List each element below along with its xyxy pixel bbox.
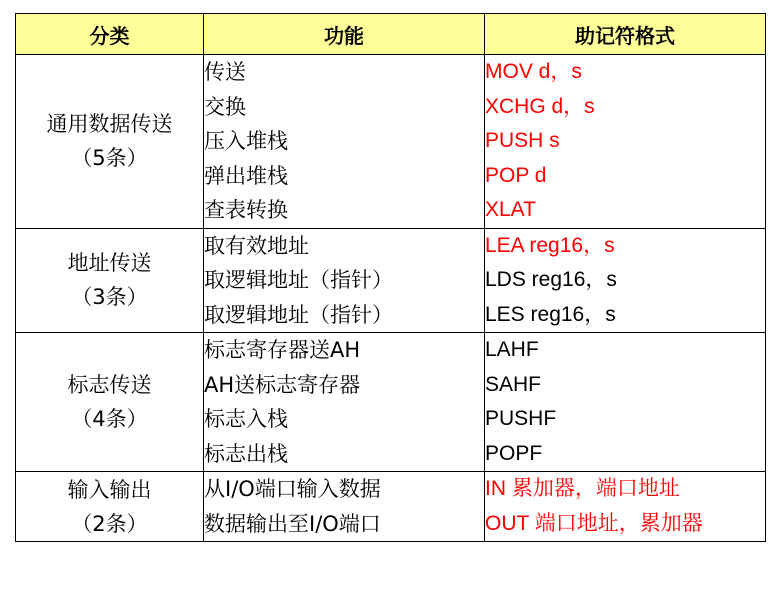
group-row-address-transfer [16, 228, 766, 333]
mnemonic-item: PUSH s [485, 129, 560, 152]
function-item: 交换 [204, 94, 246, 119]
group-row-flag-transfer [16, 333, 766, 472]
mnemonic-item: LEA reg16，s [485, 233, 615, 257]
header-category: 分类 [16, 14, 204, 55]
header-function: 功能 [204, 14, 485, 55]
mnemonic-item: OUT 端口地址，累加器 [485, 511, 703, 535]
mnemonic-item: LAHF [485, 338, 539, 361]
mnemonic-item: PUSHF [485, 407, 557, 430]
category-count: （5条） [71, 146, 148, 171]
mnemonic-item: IN 累加器，端口地址 [485, 477, 680, 500]
function-item: 弹出堆栈 [204, 163, 288, 188]
category-count: （4条） [71, 407, 148, 431]
category-count: （3条） [71, 285, 148, 310]
mnemonic-cell [485, 333, 766, 472]
mnemonic-cell [485, 472, 766, 542]
category-name: 输入输出 [67, 477, 152, 502]
function-item: 标志出栈 [204, 441, 288, 466]
group-row-io [16, 472, 766, 542]
function-cell [204, 472, 485, 542]
function-cell [204, 55, 485, 229]
mnemonic-item: POP d [485, 163, 547, 187]
mnemonic-item: MOV d，s [485, 60, 582, 83]
function-item: 取逻辑地址（指针） [204, 302, 393, 327]
function-item: 标志寄存器送AH [204, 338, 361, 362]
category-name: 地址传送 [67, 251, 152, 276]
function-item: 标志入栈 [204, 407, 288, 431]
mnemonic-cell [485, 55, 766, 229]
function-item: 数据输出至I/O端口 [204, 511, 381, 536]
function-cell [204, 333, 485, 472]
function-item: 压入堆栈 [204, 129, 288, 153]
category-name: 通用数据传送 [46, 112, 173, 137]
category-count: （2条） [71, 511, 148, 536]
category-name: 标志传送 [67, 373, 152, 397]
function-cell [204, 228, 485, 333]
function-item: AH送标志寄存器 [204, 372, 361, 397]
mnemonic-cell [485, 228, 766, 333]
mnemonic-item: LDS reg16，s [485, 268, 617, 291]
function-item: 查表转换 [204, 198, 288, 222]
category-cell [16, 333, 204, 472]
function-item: 从I/O端口输入数据 [204, 477, 381, 501]
category-cell [16, 472, 204, 542]
instruction-table [15, 13, 766, 542]
function-item: 取逻辑地址（指针） [204, 268, 393, 292]
group-row-general-transfer [16, 55, 766, 229]
function-item: 传送 [204, 60, 246, 84]
mnemonic-item: POPF [485, 441, 543, 465]
mnemonic-item: SAHF [485, 372, 542, 396]
mnemonic-item: XCHG d，s [485, 94, 595, 118]
function-item: 取有效地址 [204, 233, 309, 258]
mnemonic-item: XLAT [485, 198, 536, 221]
header-row [16, 14, 766, 55]
category-cell [16, 228, 204, 333]
mnemonic-item: LES reg16，s [485, 302, 616, 326]
header-mnemonic: 助记符格式 [485, 14, 766, 55]
category-cell [16, 55, 204, 229]
